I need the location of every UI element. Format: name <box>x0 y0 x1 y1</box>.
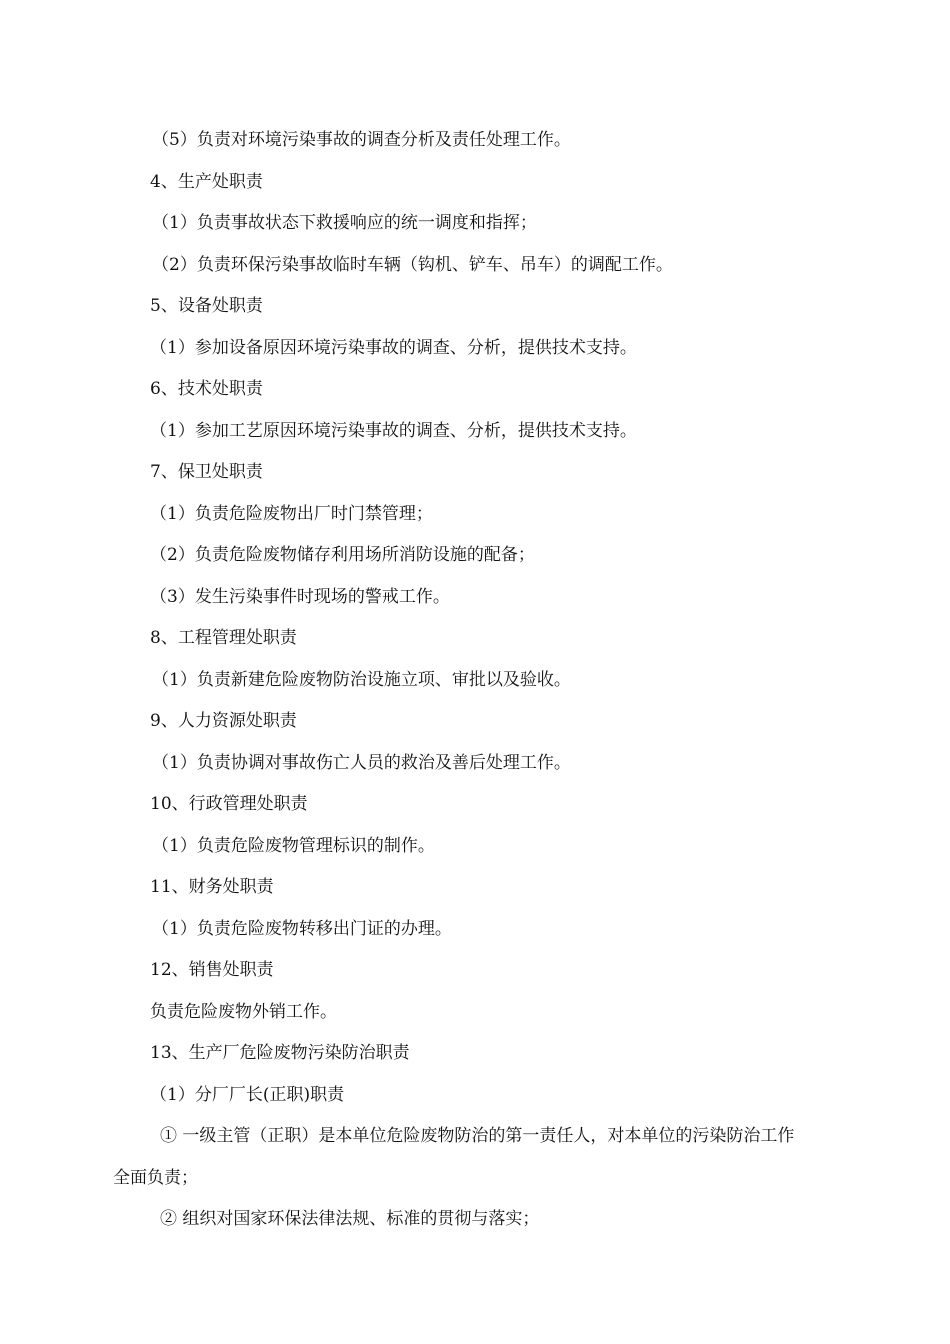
text-line: （1）负责事故状态下救援响应的统一调度和指挥； <box>152 213 537 233</box>
text-line: （1）参加工艺原因环境污染事故的调查、分析，提供技术支持。 <box>150 421 637 441</box>
section-heading: 5、设备处职责 <box>150 296 263 316</box>
section-heading: 8、工程管理处职责 <box>150 628 297 648</box>
text-line: ② 组织对国家环保法律法规、标准的贯彻与落实； <box>160 1209 540 1229</box>
text-line: ① 一级主管（正职）是本单位危险废物防治的第一责任人，对本单位的污染防治工作 <box>160 1126 795 1146</box>
text-line: （2）负责危险废物储存利用场所消防设施的配备； <box>150 545 535 565</box>
section-heading: 6、技术处职责 <box>150 379 263 399</box>
section-heading: 9、人力资源处职责 <box>150 711 297 731</box>
text-line: （1）负责危险废物转移出门证的办理。 <box>152 919 452 939</box>
text-line: （5）负责对环境污染事故的调查分析及责任处理工作。 <box>152 130 571 150</box>
text-line: （1）负责新建危险废物防治设施立项、审批以及验收。 <box>152 670 571 690</box>
text-line: （1）参加设备原因环境污染事故的调查、分析，提供技术支持。 <box>150 338 637 358</box>
text-line: （2）负责环保污染事故临时车辆（钩机、铲车、吊车）的调配工作。 <box>152 255 673 275</box>
text-line: （1）负责危险废物出厂时门禁管理； <box>150 504 433 524</box>
text-line: （3）发生污染事件时现场的警戒工作。 <box>150 587 450 607</box>
section-heading: 11、财务处职责 <box>150 877 274 897</box>
section-heading: 13、生产厂危险废物污染防治职责 <box>150 1043 410 1063</box>
text-line: （1）负责危险废物管理标识的制作。 <box>152 836 435 856</box>
text-line: 全面负责； <box>113 1168 198 1188</box>
text-line: （1）负责协调对事故伤亡人员的救治及善后处理工作。 <box>152 753 571 773</box>
section-heading: 12、销售处职责 <box>150 960 274 980</box>
section-heading: 7、保卫处职责 <box>150 462 263 482</box>
section-heading: 4、生产处职责 <box>150 172 263 192</box>
text-line: 负责危险废物外销工作。 <box>150 1002 337 1022</box>
section-heading: 10、行政管理处职责 <box>150 794 308 814</box>
text-line: （1）分厂厂长(正职)职责 <box>150 1085 345 1105</box>
